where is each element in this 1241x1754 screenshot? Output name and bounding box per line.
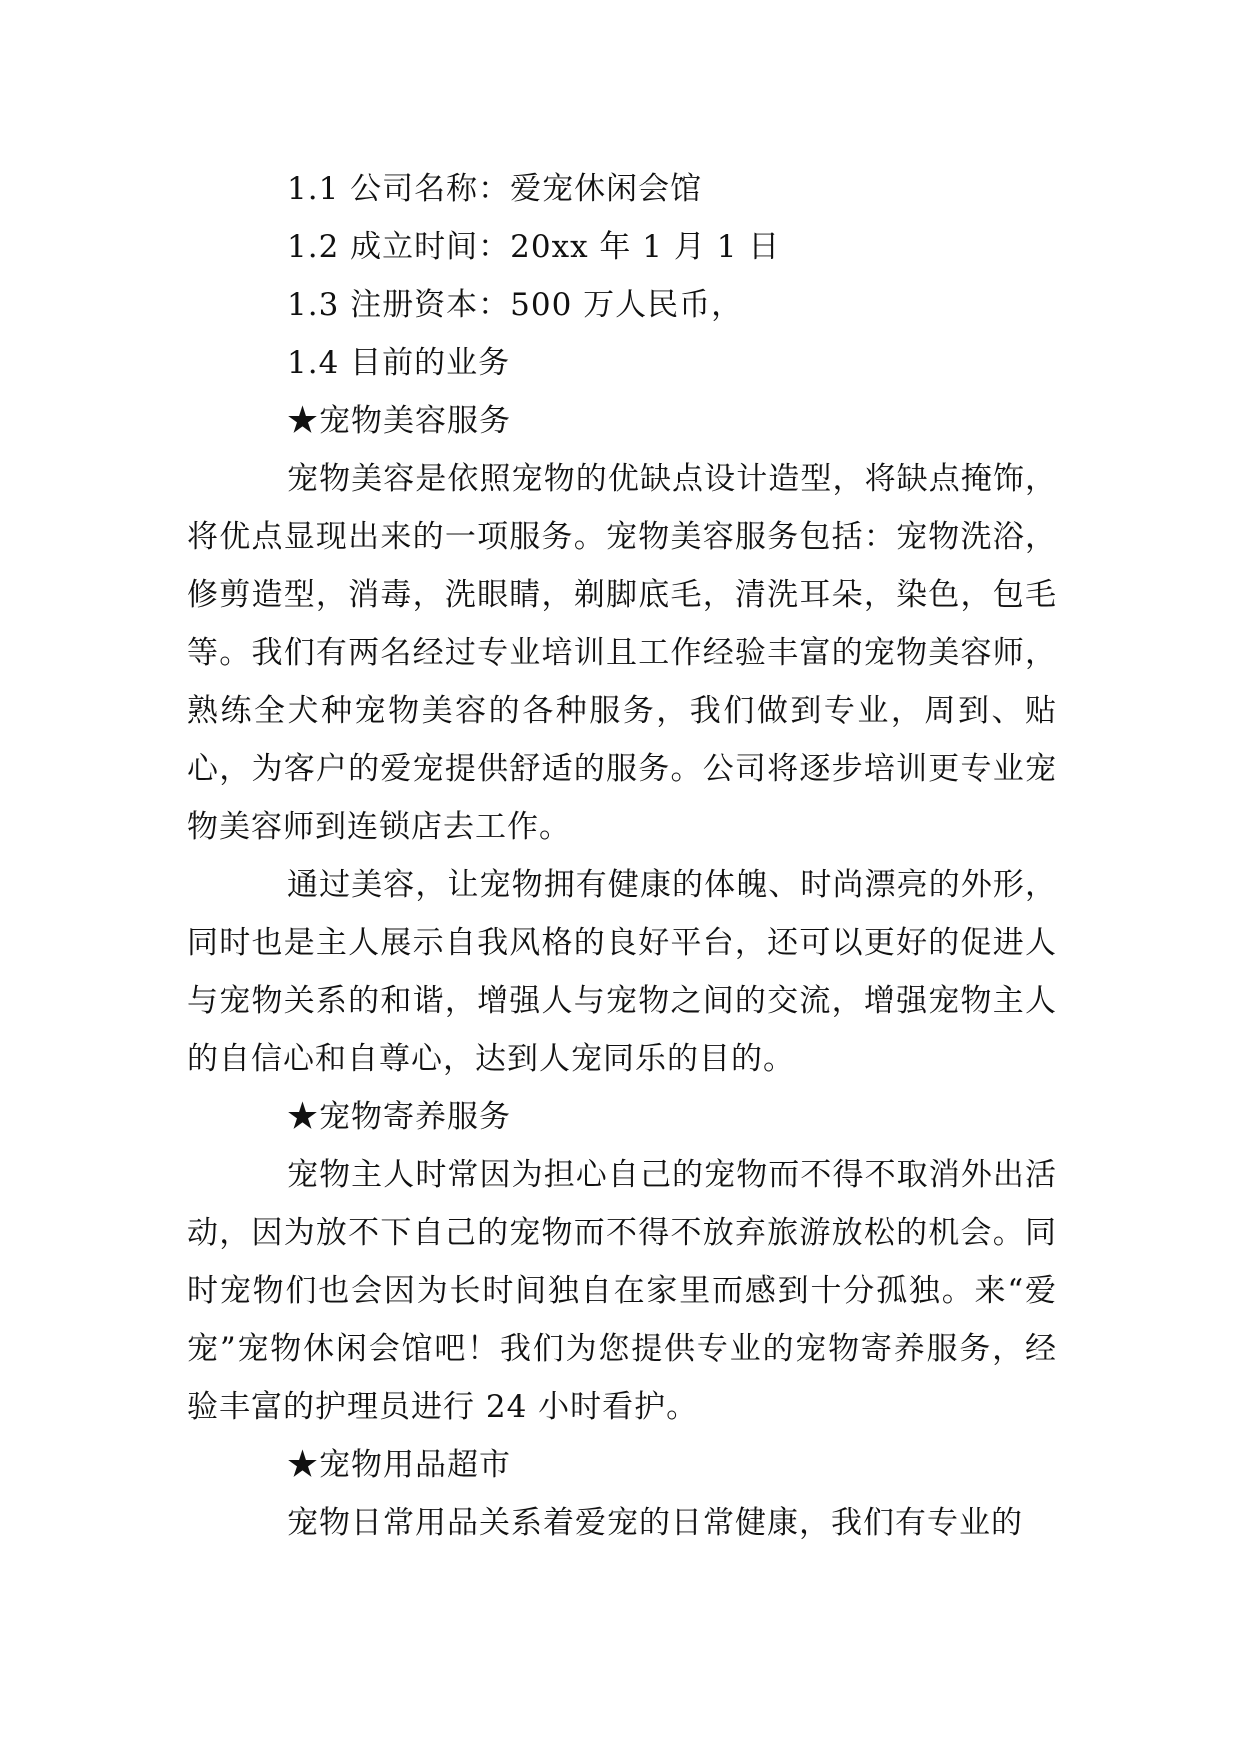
current-business-line: 1.4 目前的业务 [287,345,511,381]
supermarket-paragraph-1: 宠物日常用品关系着爱宠的日常健康，我们有专业的 [287,1505,1023,1541]
founded-date-line: 1.2 成立时间：20xx 年 1 月 1 日 [287,229,781,265]
document-body [187,160,1057,1552]
section-heading-grooming: ★宠物美容服务 [287,403,511,439]
section-heading-supermarket: ★宠物用品超市 [287,1447,511,1483]
grooming-paragraph-2: 通过美容，让宠物拥有健康的体魄、时尚漂亮的外形，同时也是主人展示自我风格的良好平台，还可以更好的促进人与宠物关系的和谐，增强人与宠物之间的交流，增强宠物主人的自信心和自尊心，达到人宠同乐的目的。 [187,867,1057,1077]
grooming-paragraph-1: 宠物美容是依照宠物的优缺点设计造型，将缺点掩饰，将优点显现出来的一项服务。宠物美容服务包括：宠物洗浴，修剪造型，消毒，洗眼睛，剃脚底毛，清洗耳朵，染色，包毛等。我们有两名经过专业培训且工作经验丰富的宠物美容师，熟练全犬种宠物美容的各种服务，我们做到专业，周到、贴心，为客户的爱宠提供舒适的服务。公司将逐步培训更专业宠物美容师到连锁店去工作。 [187,461,1057,845]
section-heading-boarding: ★宠物寄养服务 [287,1099,511,1135]
boarding-paragraph-1: 宠物主人时常因为担心自己的宠物而不得不取消外出活动，因为放不下自己的宠物而不得不放弃旅游放松的机会。同时宠物们也会因为长时间独自在家里而感到十分孤独。来“爱宠”宠物休闲会馆吧！我们为您提供专业的宠物寄养服务，经验丰富的护理员进行 24 小时看护。 [187,1157,1057,1425]
company-name-line: 1.1 公司名称：爱宠休闲会馆 [287,171,703,207]
registered-capital-line: 1.3 注册资本：500 万人民币， [287,287,744,323]
